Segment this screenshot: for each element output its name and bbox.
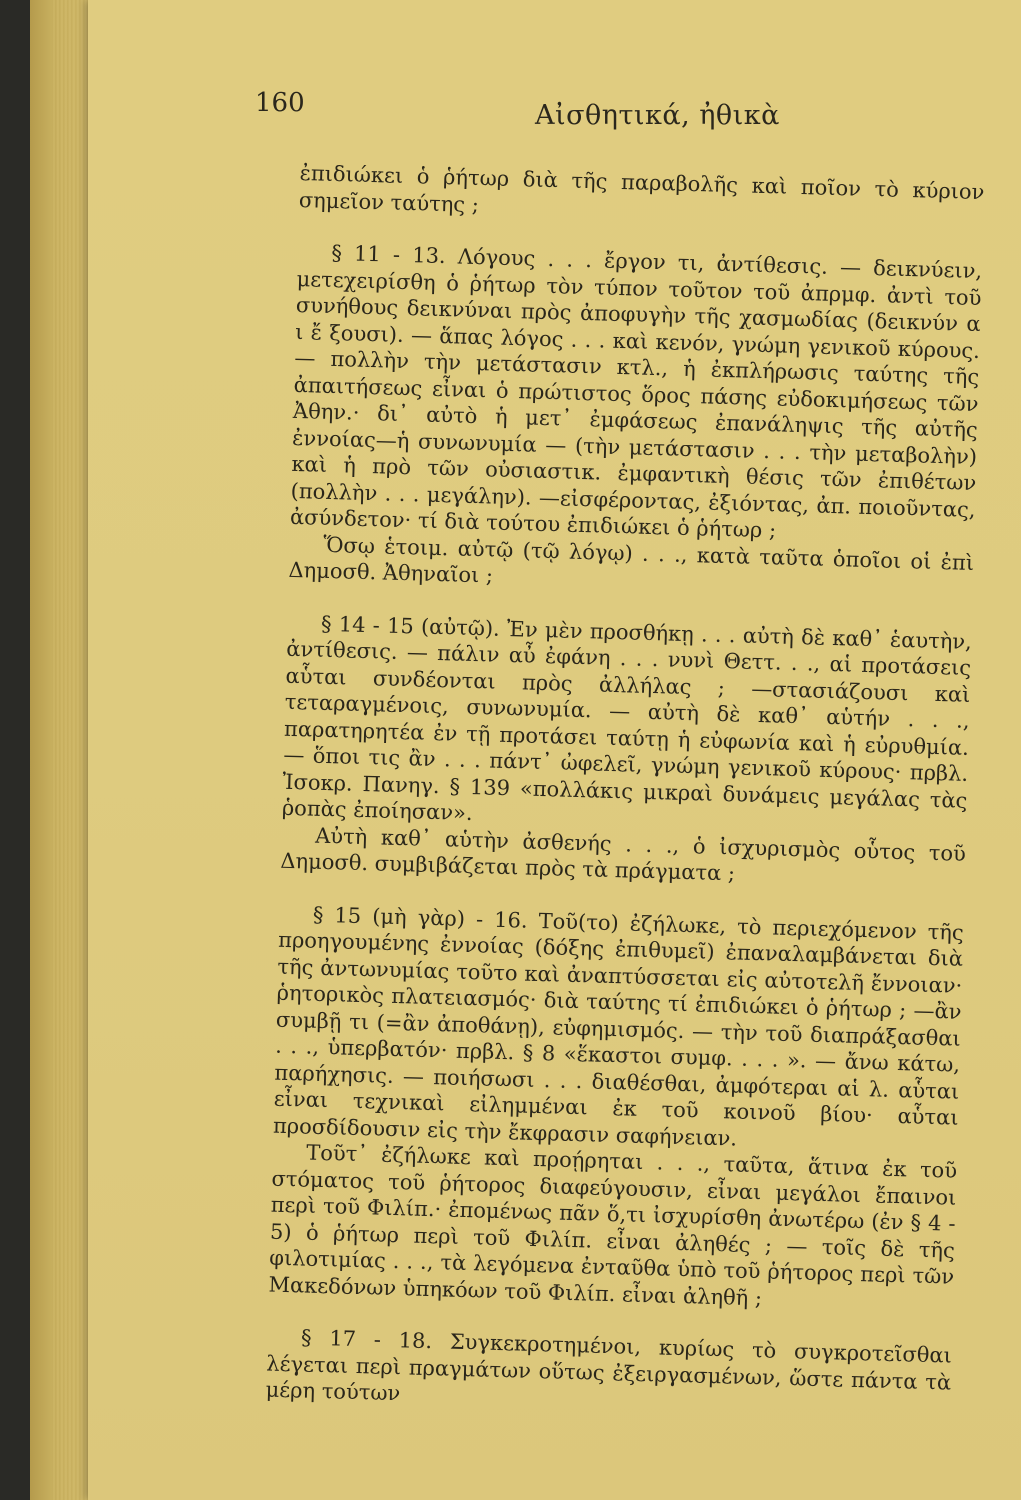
- paragraph-section-14-15: § 14 - 15 (αὐτῷ). Ἐν μὲν προσθήκῃ . . . αὐτὴ δὲ καθ᾽ ἑαυτὴν, ἀντίθεσις. — πάλιν αὖ ἐφάνη . . . νυνὶ Θεττ. . ., αἱ προτάσεις αὗται συνδέονται πρὸς ἀλλήλας ; —στασιάζουσι καὶ τεταραγμένοις, συνωνυμία. — αὐτὴ δὲ καθ᾽ αὑτήν . . ., παρατηρητέα ἐν τῇ προτάσει ταύτῃ ἡ εὐφωνία καὶ ἡ εὐρυθμία. — ὅποι τις ἂν . . . πάντ᾽ ὠφελεῖ, γνώμη γενικοῦ κύρους· πρβλ. Ἰσοκρ. Πανηγ. § 139 «πολλάκις μικραὶ δυνάμεις μεγάλας τὰς ῥοπὰς ἐποίησαν».: [281, 611, 973, 826]
- paragraph-section-11-13: § 11 - 13. Λόγους . . . ἔργον τι, ἀντίθεσις. — δεικνύειν, μετεχειρίσθη ὁ ῥήτωρ τὸν τύπον τοῦτον τοῦ ἀπρμφ. ἀντὶ τοῦ συνήθους δεικνύναι πρὸς ἀποφυγὴν τῆς χασμωδίας (δεικνύν α ι ἔ ξουσι). — ἅπας λόγος . . . καὶ κενόν, γνώμη γενικοῦ κύρους. — πολλὴν τὴν μετάστασιν κτλ., ἡ ἐκπλήρωσις ταύτης τῆς ἀπαιτήσεως εἶναι ὁ πρώτιστος ὅρος πάσης εὐδοκιμήσεως τῶν Ἀθην.· δι᾽ αὐτὸ ἡ μετ᾽ ἐμφάσεως ἐπανάληψις τῆς αὐτῆς ἐννοίας—ἡ συνωνυμία — (τὴν μετάστασιν . . . τὴν μεταβολὴν) καὶ ἡ πρὸ τῶν οὐσιαστικ. ἐμφαντικὴ θέσις τῶν ἐπιθέτων (πολλὴν . . . μεγάλην). —εἰσφέροντας, ἐξιόντας, ἀπ. ποιοῦντας, ἀσύνδετον· τί διὰ τούτου ἐπιδιώκει ὁ ῥήτωρ ;: [289, 240, 983, 543]
- page-number: 160: [255, 88, 305, 118]
- page-edges: [52, 0, 90, 1500]
- running-head: Αἰσθητικά, ἠθικὰ: [535, 100, 780, 131]
- paragraph-oso-etoim: Ὅσῳ ἑτοιμ. αὐτῷ (τῷ λόγῳ) . . ., κατὰ ταῦτα ὁποῖοι οἱ ἐπὶ Δημοσθ. Ἀθηναῖοι ;: [288, 532, 975, 588]
- body-text: [265, 160, 984, 1422]
- paragraph-section-17-18: § 17 - 18. Συγκεκροτημένοι, κυρίως τὸ συγκροτεῖσθαι λέγεται περὶ πραγμάτων οὕτως ἐξειργασμένων, ὥστε πάντα τὰ μέρη τούτων: [265, 1325, 953, 1406]
- paragraph-tout-ezeloke: Τοῦτ᾽ ἐζήλωκε καὶ προῄρηται . . ., ταῦτα, ἅτινα ἐκ τοῦ στόματος τοῦ ῥήτορος διαφεύγουσιν, εἶναι μεγάλοι ἔπαινοι περὶ τοῦ Φιλίπ.· ἐπομένως πᾶν ὅ,τι ἰσχυρίσθη ἀνωτέρω (ἐν § 4 - 5) ὁ ῥήτωρ περὶ τοῦ Φιλίπ. εἶναι ἀληθές ; — τοῖς δὲ τῆς φιλοτιμίας . . ., τὰ λεγόμενα ἐνταῦθα ὑπὸ τοῦ ῥήτορος περὶ τῶν Μακεδόνων ὑπηκόων τοῦ Φιλίπ. εἶναι ἀληθῆ ;: [268, 1140, 958, 1310]
- paragraph-continuation: ἐπιδιώκει ὁ ῥήτωρ διὰ τῆς παραβολῆς καὶ ποῖον τὸ κύριον σημεῖον ταύτης ;: [298, 160, 985, 217]
- paragraph-section-15-16: § 15 (μὴ γὰρ) - 16. Τοῦ(το) ἐζήλωκε, τὸ περιεχόμενον τῆς προηγουμένης ἐννοίας (δόξης ἐπιθυμεῖ) ἐπαναλαμβάνεται διὰ τῆς ἀντωνυμίας τοῦτο καὶ ἀναπτύσσεται εἰς αὐτοτελῆ ἔννοιαν· ῥητορικὸς πλατειασμός· διὰ ταύτης τί ἐπιδιώκει ὁ ῥήτωρ ; —ἂν συμβῇ τι (=ἂν ἀποθάνῃ), εὐφημισμός. — τὴν τοῦ διαπράξασθαι . . ., ὑπερβατόν· πρβλ. § 8 «ἕκαστοι συμφ. . . . ». — ἄνω κάτω, παρήχησις. — ποιήσωσι . . . διαθέσθαι, ἀμφότεραι αἱ λ. αὗται εἶναι τεχνικαὶ εἰλημμέναι ἐκ τοῦ κοινοῦ βίου· αὗται προσδίδουσιν εἰς τὴν ἔκφρασιν σαφήνειαν.: [272, 902, 965, 1151]
- paragraph-aute-kath-auten: Αὐτὴ καθ᾽ αὑτὴν ἀσθενής . . ., ὁ ἰσχυρισμὸς οὗτος τοῦ Δημοσθ. συμβιβάζεται πρὸς τὰ πράγματα ;: [280, 823, 967, 886]
